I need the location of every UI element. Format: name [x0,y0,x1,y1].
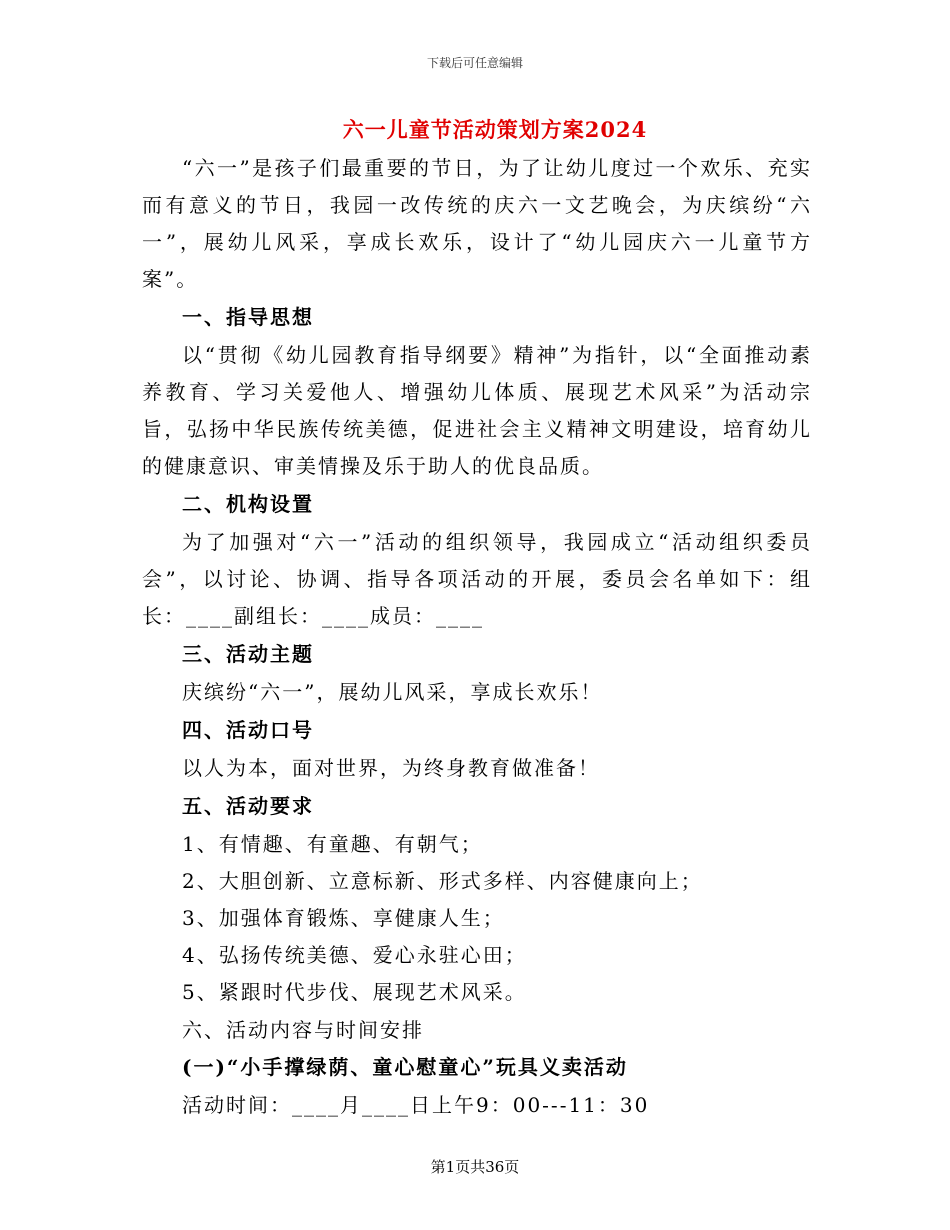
section-heading-guiding-thought: 一、指导思想 [182,305,314,329]
requirement-item-5: 5、紧跟时代步伐、展现艺术风采。 [182,980,527,1004]
page-number-footer: 第1页共36页 [430,1158,520,1176]
section-heading-theme: 三、活动主题 [182,642,314,666]
requirement-item-2: 2、大胆创新、立意标新、形式多样、内容健康向上； [182,869,703,893]
requirement-item-1: 1、有情趣、有童趣、有朝气； [182,832,483,856]
theme-paragraph: 庆缤纷“六一”，展幼儿风采，享成长欢乐！ [182,680,603,704]
section-heading-schedule: 六、活动内容与时间安排 [182,1018,424,1042]
requirement-item-3: 3、加强体育锻炼、享健康人生； [182,906,505,930]
subsection-heading-charity-sale: (一)“小手撑绿荫、童心慰童心”玩具义卖活动 [182,1055,628,1079]
section-heading-requirements: 五、活动要求 [182,794,314,818]
section-heading-slogan: 四、活动口号 [182,718,314,742]
organization-paragraph: 为了加强对“六一”活动的组织领导，我园成立“活动组织委员会”，以讨论、协调、指导各项活动的开展，委员会名单如下：组长：____副组长：____成员：____ [142,530,812,628]
document-title: 六一儿童节活动策划方案2024 [342,117,648,142]
slogan-paragraph: 以人为本，面对世界，为终身教育做准备！ [182,756,600,780]
document-body [142,150,812,1124]
page-header-note: 下载后可任意编辑 [426,56,523,70]
section-heading-organization: 二、机构设置 [182,492,314,516]
intro-paragraph: “六一”是孩子们最重要的节日，为了让幼儿度过一个欢乐、充实而有意义的节日，我园一改传统的庆六一文艺晚会，为庆缤纷“六一”，展幼儿风采，享成长欢乐，设计了“幼儿园庆六一儿童节方案”。 [142,156,812,291]
guiding-thought-paragraph: 以“贯彻《幼儿园教育指导纲要》精神”为指针，以“全面推动素养教育、学习关爱他人、增强幼儿体质、展现艺术风采”为活动宗旨，弘扬中华民族传统美德，促进社会主义精神文明建设，培育幼儿的健康意识、审美情操及乐于助人的优良品质。 [142,343,812,478]
charity-sale-time: 活动时间：____月____日上午9：00---11：30 [182,1093,650,1117]
requirement-item-4: 4、弘扬传统美德、爱心永驻心田； [182,943,527,967]
